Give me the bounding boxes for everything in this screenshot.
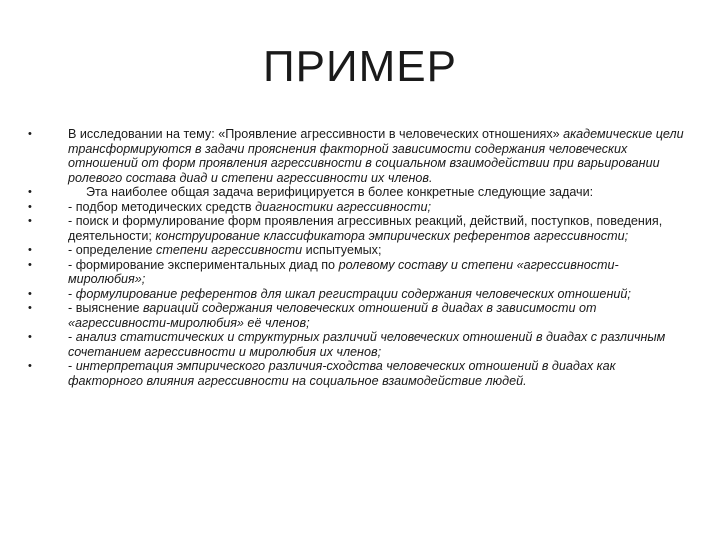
list-item [28, 243, 693, 258]
list-item [28, 301, 693, 330]
item-text-italic: диагностики агрессивности; [255, 199, 431, 214]
item-text: - [68, 330, 76, 344]
list-item [28, 200, 693, 215]
item-text: - подбор методических средств [68, 199, 256, 214]
item-text: - формирование экспериментальных диад по [68, 257, 339, 272]
list-item [28, 127, 693, 185]
bullet: • [28, 302, 32, 314]
list-item [28, 258, 693, 287]
bullet: • [28, 186, 32, 198]
item-text: - определение [68, 243, 157, 257]
item-text: Эта наиболее общая задача верифицируется в более конкретные следующие задачи: [86, 185, 594, 199]
item-text: - [68, 286, 76, 301]
item-text: В исследовании на тему: «Проявление агрессивности в человеческих отношениях» [68, 127, 564, 141]
item-text: - выяснение [68, 301, 144, 315]
bullet: • [28, 244, 32, 256]
item-text: - поиск и формулирование форм проявления агрессивных реакций, действий, поступков, поведения, деятельности; [68, 214, 663, 243]
bullet: • [28, 128, 32, 140]
list-item [28, 330, 693, 359]
list-item [28, 287, 693, 302]
item-text-italic: интерпретация эмпирического различия-сходства человеческих отношений в диадах как факторного влияния агрессивности на социальное взаимодействие людей. [68, 359, 616, 388]
item-text-italic: вариаций содержания человеческих отношений в диадах в зависимости от «агрессивности-миролюбия» её членов; [68, 301, 597, 330]
bullet: • [28, 200, 32, 213]
bullet: • [28, 258, 32, 271]
list-item [28, 359, 693, 388]
item-text-italic: академические цели трансформируются в задачи прояснения факторной зависимости содержания человеческих отношений от форм проявления агрессивности в социальном взаимодействии при варьировании ролевого состава диад и степени агрессивности их членов. [68, 127, 684, 185]
item-text-italic: формулирование референтов для шкал регистрации содержания человеческих отношений; [75, 286, 631, 301]
bullet: • [28, 215, 32, 227]
bullet: • [28, 360, 32, 372]
item-text-italic: степени агрессивности [156, 243, 306, 257]
list-item [28, 185, 693, 200]
item-text: испытуемых; [305, 243, 382, 257]
bullet: • [28, 287, 32, 300]
slide-title: ПРИМЕР [263, 42, 457, 91]
list-item [28, 214, 693, 243]
item-text-italic: ролевому составу и степени «агрессивности-миролюбия»; [68, 257, 619, 286]
item-text: - [68, 359, 76, 373]
bullet: • [28, 331, 32, 343]
item-text-italic: анализ статистических и структурных различий человеческих отношений в диадах с различным сочетанием агрессивности и миролюбия их членов; [68, 330, 666, 359]
task-list [28, 127, 693, 388]
item-text-italic: конструирование классификатора эмпирических референтов агрессивности; [155, 228, 629, 243]
